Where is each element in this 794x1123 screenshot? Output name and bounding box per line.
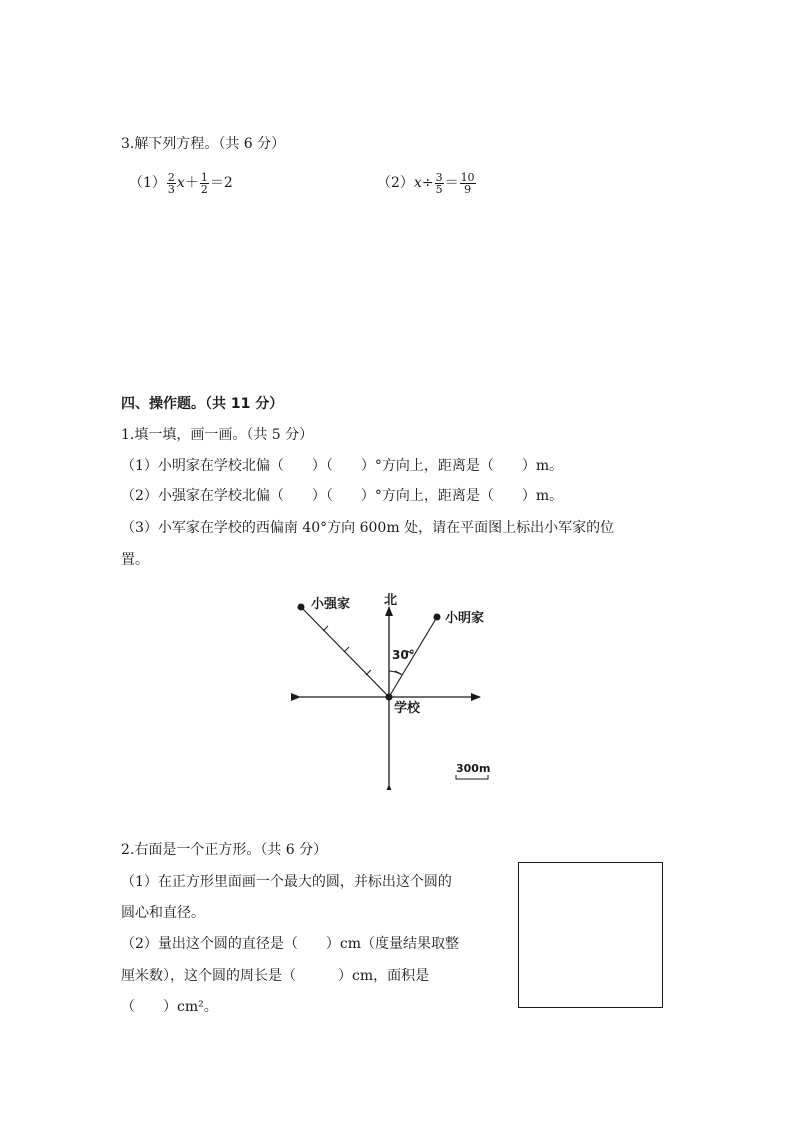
q2-part-2-line-1: （2）量出这个圆的直径是（ ）cm（度量结果取整 xyxy=(121,936,460,952)
section3-title: 3.解下列方程。（共 6 分） xyxy=(121,136,286,152)
eq2-f2-denominator: 9 xyxy=(464,182,472,196)
eq1-f1-numerator: 2 xyxy=(167,170,175,184)
eq1-fraction-2 xyxy=(200,172,209,195)
eq1-f2-numerator: 1 xyxy=(200,170,208,184)
ray-xiaoqiang-ticks xyxy=(323,626,371,675)
eq1-variable: x xyxy=(176,175,185,191)
eq2-equals: ＝ xyxy=(444,175,459,191)
eq1-plus: ＋ xyxy=(184,175,199,191)
q2-title: 2.右面是一个正方形。（共 6 分） xyxy=(121,842,328,858)
eq1-f2-denominator: 2 xyxy=(200,182,208,196)
section4-heading: 四、操作题。（共 11 分） xyxy=(121,396,284,412)
eq1-f1-denominator: 3 xyxy=(167,182,175,196)
scale-label: 300m xyxy=(456,762,491,775)
eq2-f1-numerator: 3 xyxy=(435,170,443,184)
q1-part-1: （1）小明家在学校北偏（ ）（ ）°方向上，距离是（ ）m。 xyxy=(121,458,564,474)
eq1-fraction-1 xyxy=(167,172,176,195)
xiaoming-label: 小明家 xyxy=(445,611,485,626)
angle-label: 30° xyxy=(392,648,415,662)
xiaoqiang-label: 小强家 xyxy=(311,597,351,612)
q1-part-3-line-1: （3）小军家在学校的西偏南 40°方向 600m 处，请在平面图上标出小军家的位 xyxy=(121,520,615,536)
eq2-label: （2） xyxy=(377,175,414,191)
q2-part-1-line-1: （1）在正方形里面画一个最大的圆，并标出这个圆的 xyxy=(121,874,452,890)
eq2-f2-numerator: 10 xyxy=(460,170,475,184)
q2-part-2-line-3: （ ）cm²。 xyxy=(121,999,218,1015)
q2-part-1-line-2: 圆心和直径。 xyxy=(121,905,205,921)
school-point xyxy=(386,694,393,701)
north-label: 北 xyxy=(384,593,398,608)
eq1-rhs: ＝2 xyxy=(209,175,233,191)
q1-part-2: （2）小强家在学校北偏（ ）（ ）°方向上，距离是（ ）m。 xyxy=(121,488,564,504)
square-figure[interactable] xyxy=(518,862,663,1008)
q2-part-2-line-2: 厘米数），这个圆的周长是（ ）cm，面积是 xyxy=(121,968,430,984)
q1-part-3-line-2: 置。 xyxy=(121,552,149,568)
eq2-fraction-1 xyxy=(435,172,444,195)
equation-1 xyxy=(129,170,233,196)
q1-title: 1.填一填，画一画。（共 5 分） xyxy=(121,427,314,443)
eq2-variable: x xyxy=(413,175,422,191)
equation-2 xyxy=(377,170,477,196)
school-label: 学校 xyxy=(394,701,421,716)
eq1-label: （1） xyxy=(129,175,166,191)
eq2-f1-denominator: 5 xyxy=(435,182,443,196)
scale-bar xyxy=(456,775,488,779)
direction-diagram xyxy=(290,585,500,790)
xiaoming-point xyxy=(434,614,441,621)
xiaoqiang-point xyxy=(298,604,305,611)
eq2-fraction-2 xyxy=(460,172,476,195)
eq2-divide: ÷ xyxy=(421,175,434,191)
ray-xiaoqiang xyxy=(301,607,389,697)
